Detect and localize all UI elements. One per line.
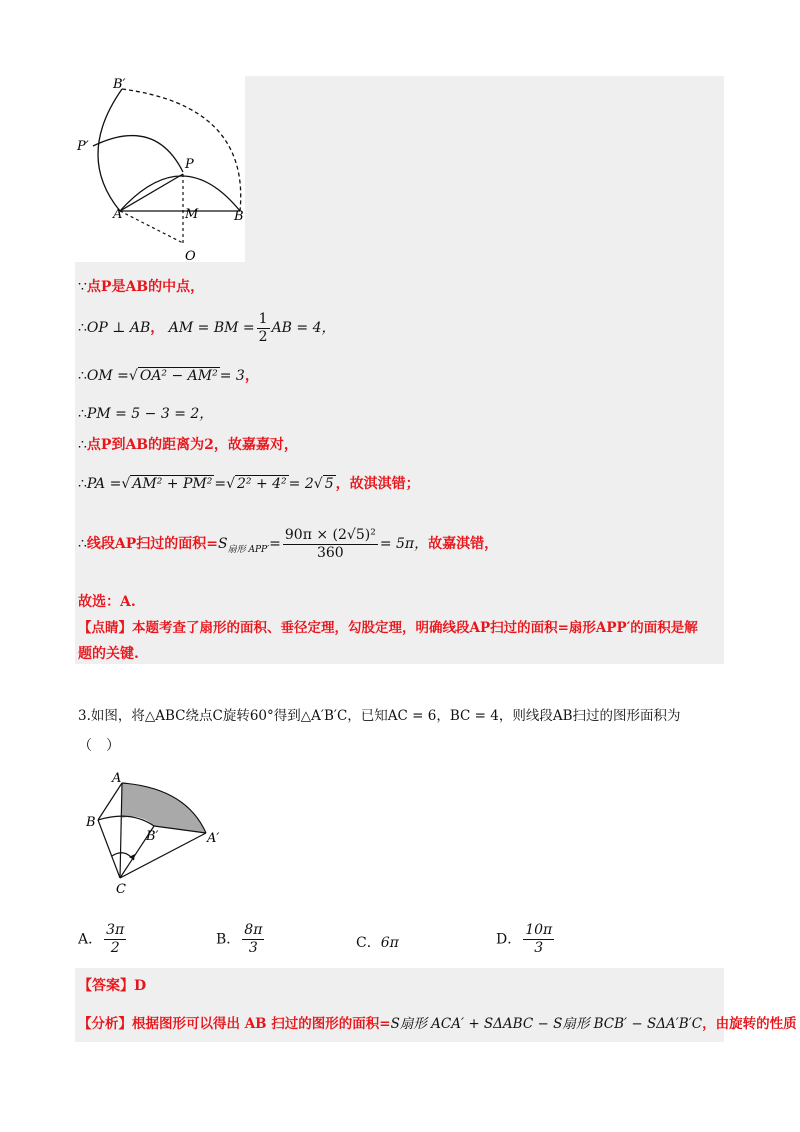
therefore-symbol: ∴	[78, 437, 87, 453]
label-a: A	[112, 771, 122, 786]
sol-line-1	[78, 277, 204, 297]
comment-line-1: 【点睛】本题考查了扇形的面积、垂径定理，勾股定理，明确线段AP扫过的面积=扇形APP′的面积是解	[78, 620, 698, 636]
option-c-value: 6π	[380, 935, 399, 951]
sol-line-6-tail: ，故淇淇错；	[335, 476, 420, 492]
sol-line-3-tail: ，	[244, 368, 259, 384]
option-b[interactable]	[216, 922, 266, 957]
frac-num: 10π	[525, 922, 553, 938]
frac-den: 3	[534, 940, 544, 956]
label-a-prime: A′	[207, 831, 220, 846]
analysis-line	[78, 1014, 797, 1034]
sol-line-2-sep: ，	[150, 320, 165, 336]
arc-a-b-prime	[98, 89, 122, 211]
option-d-label: D．	[496, 931, 522, 948]
option-a[interactable]	[78, 922, 128, 957]
label-p: P	[185, 157, 194, 172]
sol-line-6-eq: =	[214, 476, 227, 492]
sol-line-7-sub: 扇形 APP′	[227, 544, 270, 555]
sol-line-2-math3: AB = 4，	[271, 320, 336, 336]
sol-line-6: ∴PA =√ AM² + PM² =√ 2² + 4² = 2√ 5 ，故淇淇错；	[78, 476, 420, 492]
analysis-pre: 【分析】根据图形可以得出 AB 扫过的图形的面积=	[78, 1016, 391, 1032]
option-a-fraction	[104, 922, 126, 957]
q3-line-2: （ ）	[78, 738, 120, 754]
therefore-symbol: ∴	[78, 320, 87, 336]
sol-line-7	[78, 526, 498, 568]
label-c: C	[116, 882, 126, 895]
frac-den: 3	[248, 940, 258, 956]
analysis-tail: ，由旋转的性质	[702, 1016, 797, 1032]
answer-line: 【答案】D	[78, 978, 147, 994]
therefore-symbol: ∴	[78, 476, 87, 492]
sol-line-6-math: PA =	[86, 476, 122, 492]
choice-line: 故选：A.	[78, 594, 136, 610]
label-b: B	[86, 815, 96, 830]
label-b-prime: B′	[113, 77, 126, 92]
sol-line-7-res: = 5π，	[379, 536, 429, 552]
sol-line-2-math2: AM = BM =	[168, 320, 255, 336]
segment-ap	[120, 174, 183, 211]
figure-1	[75, 76, 245, 262]
sqrt-radicand: OA² − AM²	[139, 368, 218, 384]
option-a-label: A．	[78, 931, 103, 948]
sol-line-5-text: 点P到AB的距离为2，故嘉嘉对，	[86, 437, 298, 453]
sol-line-3-math2: = 3	[219, 368, 245, 384]
fraction-half	[257, 311, 270, 346]
sol-line-4-math: PM = 5 − 3 = 2，	[86, 406, 214, 422]
option-d-fraction	[523, 922, 554, 957]
figure-2	[86, 770, 226, 895]
label-b: B	[234, 209, 244, 224]
frac-den: 2	[258, 328, 268, 345]
sqrt-radicand-1: AM² + PM²	[132, 476, 213, 492]
option-c-label: C．	[356, 935, 381, 951]
frac-num: 1	[258, 310, 268, 327]
sol-line-3: ∴OM =√ OA² − AM² = 3，	[78, 368, 259, 384]
sector-diagram	[75, 76, 245, 262]
option-d[interactable]	[496, 922, 556, 957]
frac-num: 90π × (2√5)²	[284, 526, 376, 543]
segment-ao	[120, 211, 183, 243]
sol-line-3-math: OM =	[86, 368, 129, 384]
arc-apb	[120, 176, 240, 211]
sol-line-6-res: = 2	[288, 476, 314, 492]
shaded-sweep-region	[122, 783, 206, 833]
sqrt-radicand-3: 5	[324, 476, 334, 492]
label-b-prime: B′	[146, 829, 159, 844]
therefore-symbol: ∴	[78, 536, 87, 552]
q3-line-1: 3.如图，将△ABC绕点C旋转60°得到△A′B′C，已知AC = 6，BC = 4，则线段AB扫过的图形面积为	[78, 708, 681, 724]
fraction-area	[283, 527, 378, 562]
frac-den: 360	[316, 544, 344, 561]
sol-line-7-eq: =	[269, 536, 281, 552]
frac-num: 3π	[106, 922, 125, 938]
option-b-fraction	[242, 922, 264, 957]
therefore-symbol: ∴	[78, 368, 87, 384]
sol-line-7-text: 线段AP扫过的面积=	[86, 536, 219, 552]
sol-line-7-s: S	[218, 536, 228, 552]
label-p-prime: P′	[77, 139, 89, 154]
therefore-symbol: ∴	[78, 406, 87, 422]
label-m: M	[185, 207, 199, 222]
sol-line-7-tail: 故嘉淇错，	[428, 536, 499, 552]
sqrt-radicand-2: 2² + 4²	[237, 476, 287, 492]
because-symbol: ∵	[78, 279, 87, 295]
comment-line-2: 题的关键.	[78, 646, 139, 662]
sol-line-5	[78, 435, 298, 455]
sol-line-4	[78, 404, 213, 424]
arc-p-prime-p	[93, 136, 183, 172]
sol-line-2	[78, 310, 336, 346]
frac-den: 2	[110, 940, 120, 956]
sol-line-1-text: 点P是AB的中点，	[86, 279, 205, 295]
label-a: A	[113, 207, 123, 222]
analysis-formula: S扇形 ACA′ + SΔABC − S扇形 BCB′ − SΔA′B′C	[390, 1016, 703, 1032]
segment-bc	[98, 820, 120, 878]
segment-ab	[98, 783, 122, 820]
option-c[interactable]	[356, 932, 399, 952]
segment-ac	[120, 783, 122, 878]
label-o: O	[185, 249, 196, 262]
option-b-label: B．	[216, 931, 241, 948]
sol-line-2-math1: OP ⊥ AB	[86, 320, 151, 336]
frac-num: 8π	[244, 922, 263, 938]
